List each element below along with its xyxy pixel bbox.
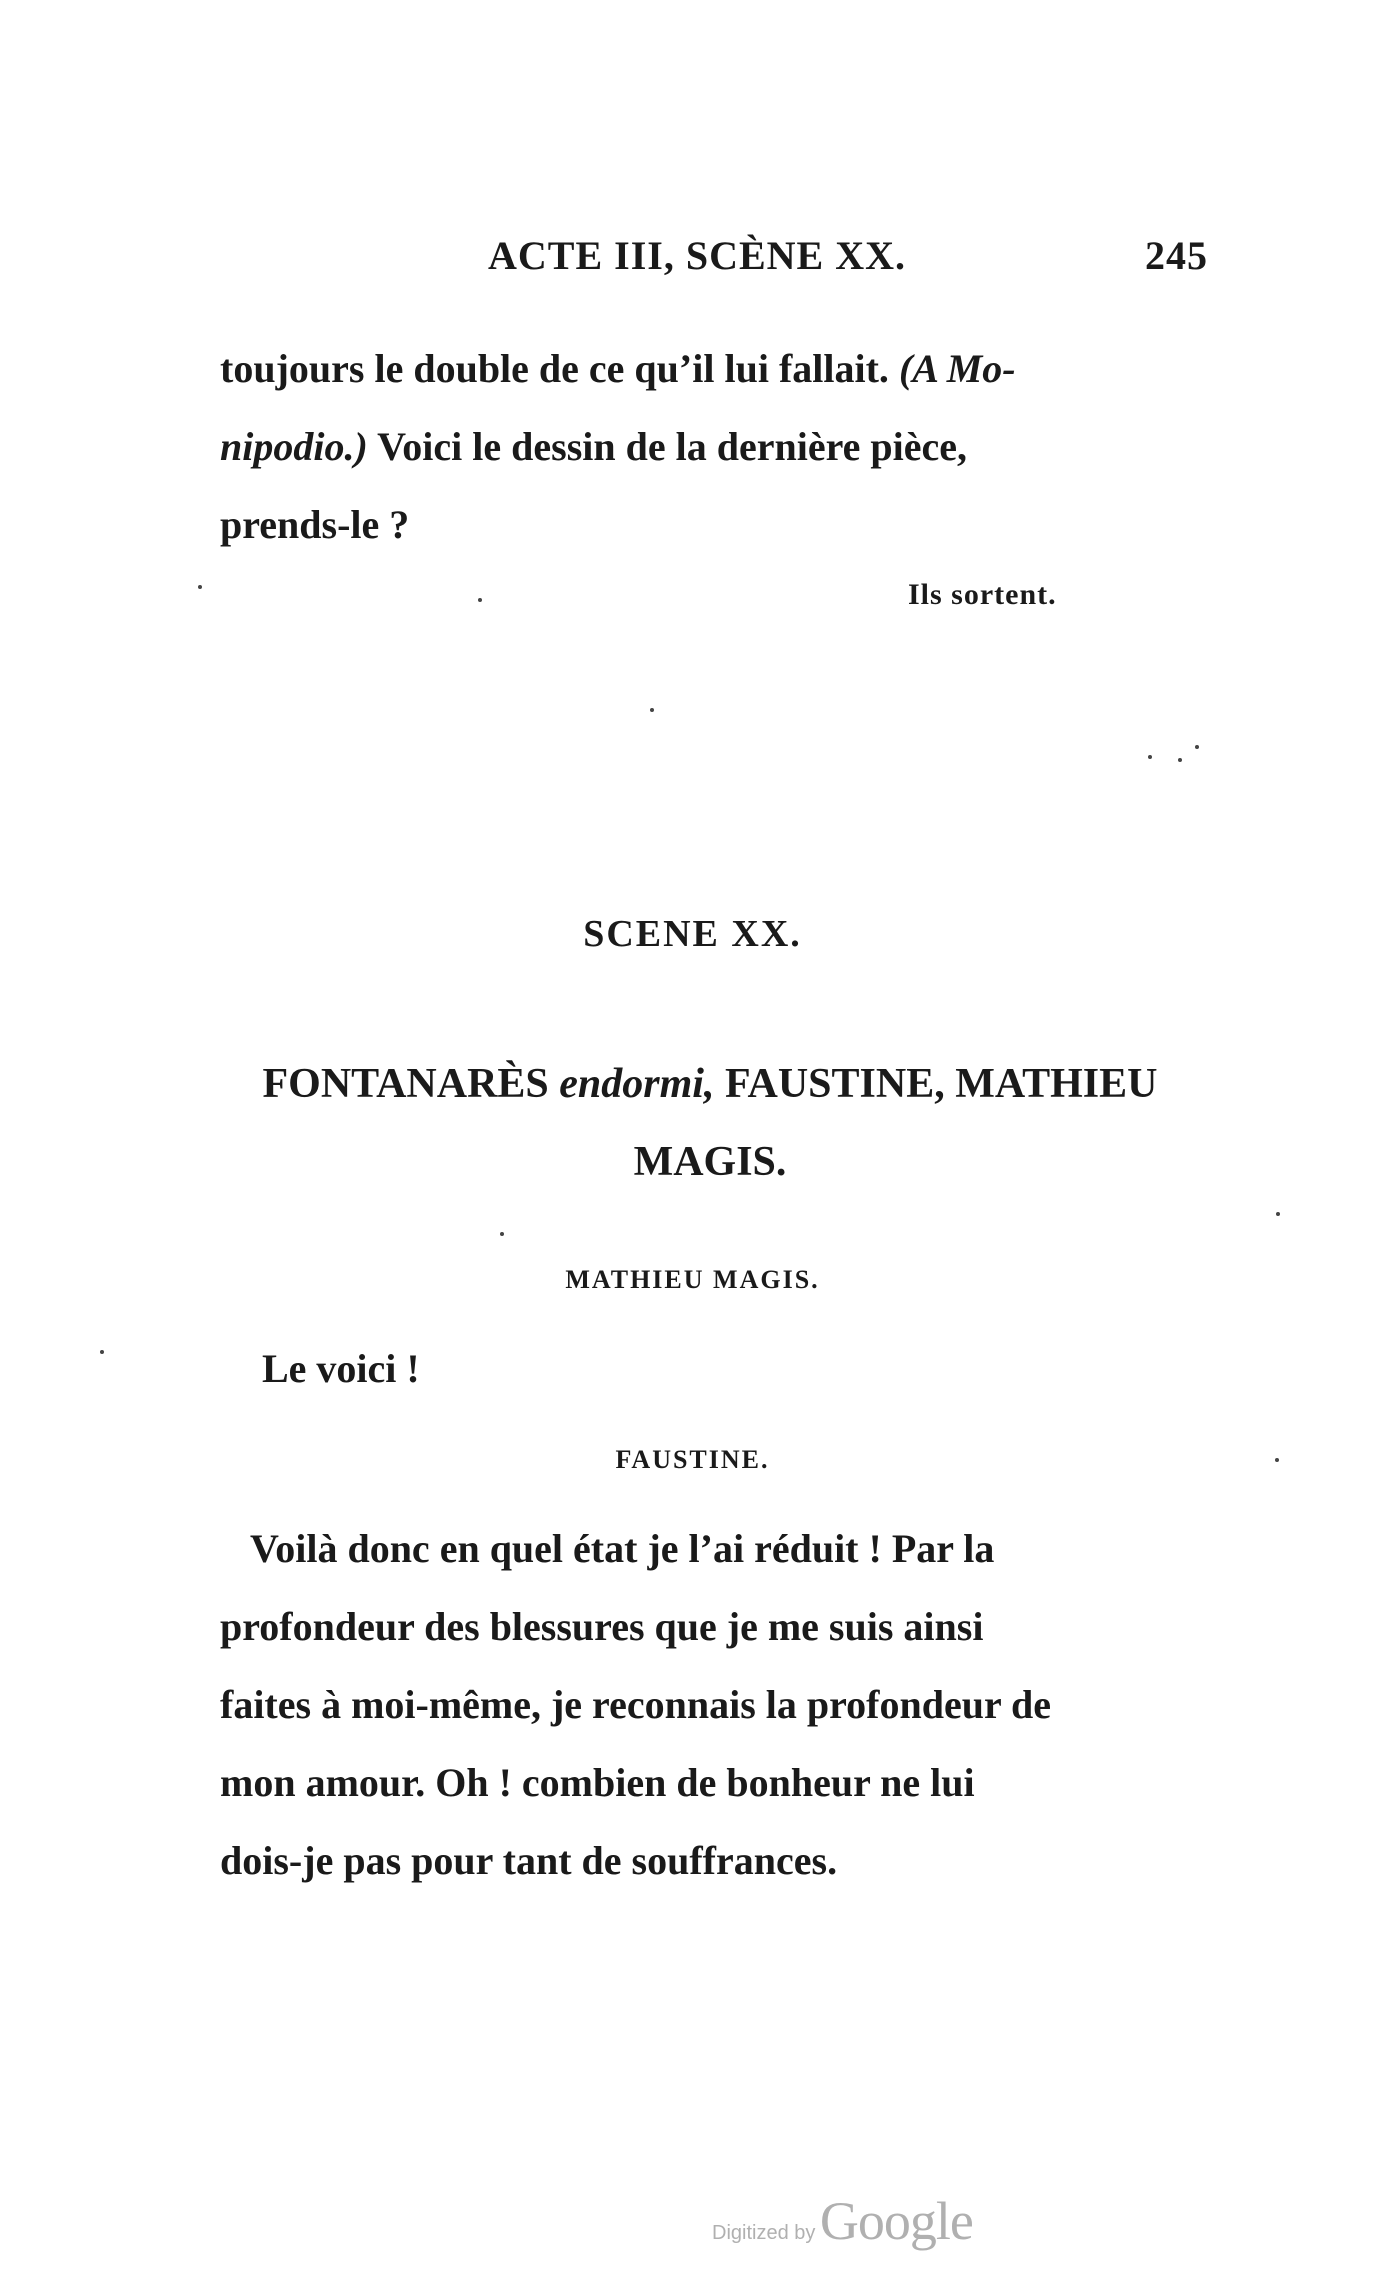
scan-speck bbox=[1148, 755, 1152, 759]
digitized-by-google bbox=[712, 2190, 973, 2252]
scan-speck bbox=[198, 585, 202, 589]
speech-mathieu: Le voici ! bbox=[262, 1346, 420, 1391]
speech-faustine-line-1: Voilà donc en quel état je l’ai réduit ! Par la bbox=[250, 1526, 995, 1571]
scan-speck bbox=[478, 598, 482, 602]
scan-speck bbox=[500, 1232, 504, 1236]
scan-speck bbox=[100, 1350, 104, 1354]
google-logo: Google bbox=[819, 2191, 973, 2251]
scene-title: SCENE XX. bbox=[583, 913, 802, 955]
character-note: endormi, bbox=[559, 1061, 715, 1107]
continuation-text-3: prends-le ? bbox=[220, 502, 410, 547]
digitized-label: Digitized by bbox=[712, 2222, 816, 2244]
speaker-mathieu: MATHIEU MAGIS. bbox=[565, 1265, 820, 1294]
stage-direction: Ils sortent. bbox=[908, 578, 1057, 611]
running-header bbox=[488, 232, 1208, 292]
continuation-line-1 bbox=[220, 330, 1200, 408]
speaker-faustine: FAUSTINE. bbox=[615, 1445, 770, 1474]
scan-speck bbox=[1276, 1212, 1280, 1216]
continuation-text-1: toujours le double de ce qu’il lui fallait. bbox=[220, 346, 889, 391]
character-list bbox=[218, 1045, 1202, 1201]
continuation-line-2 bbox=[220, 408, 1200, 486]
scan-speck bbox=[1275, 1458, 1279, 1462]
continuation-text-2: Voici le dessin de la dernière pièce, bbox=[377, 424, 968, 469]
scan-speck bbox=[1178, 758, 1182, 762]
character-list-line-1 bbox=[218, 1045, 1202, 1123]
speech-faustine-line-3: faites à moi-même, je reconnais la profondeur de bbox=[220, 1682, 1051, 1727]
speech-faustine-line-4: mon amour. Oh ! combien de bonheur ne lui bbox=[220, 1760, 975, 1805]
scan-speck bbox=[1195, 745, 1199, 749]
header-title: ACTE III, SCÈNE XX. bbox=[488, 233, 906, 278]
character-names-2: FAUSTINE, MATHIEU bbox=[724, 1061, 1158, 1107]
character-list-line-2: MAGIS. bbox=[633, 1139, 787, 1185]
continuation-italic-2: nipodio.) bbox=[220, 424, 368, 469]
page-number: 245 bbox=[1145, 233, 1208, 278]
scan-speck bbox=[650, 708, 654, 712]
speech-faustine-line-5: dois-je pas pour tant de souffrances. bbox=[220, 1838, 838, 1883]
continuation-line-3 bbox=[220, 486, 1200, 564]
speech-faustine-line-2: profondeur des blessures que je me suis ainsi bbox=[220, 1604, 984, 1649]
continuation-italic-1: (A Mo- bbox=[898, 346, 1016, 391]
character-name-1: FONTANARÈS bbox=[262, 1061, 549, 1107]
